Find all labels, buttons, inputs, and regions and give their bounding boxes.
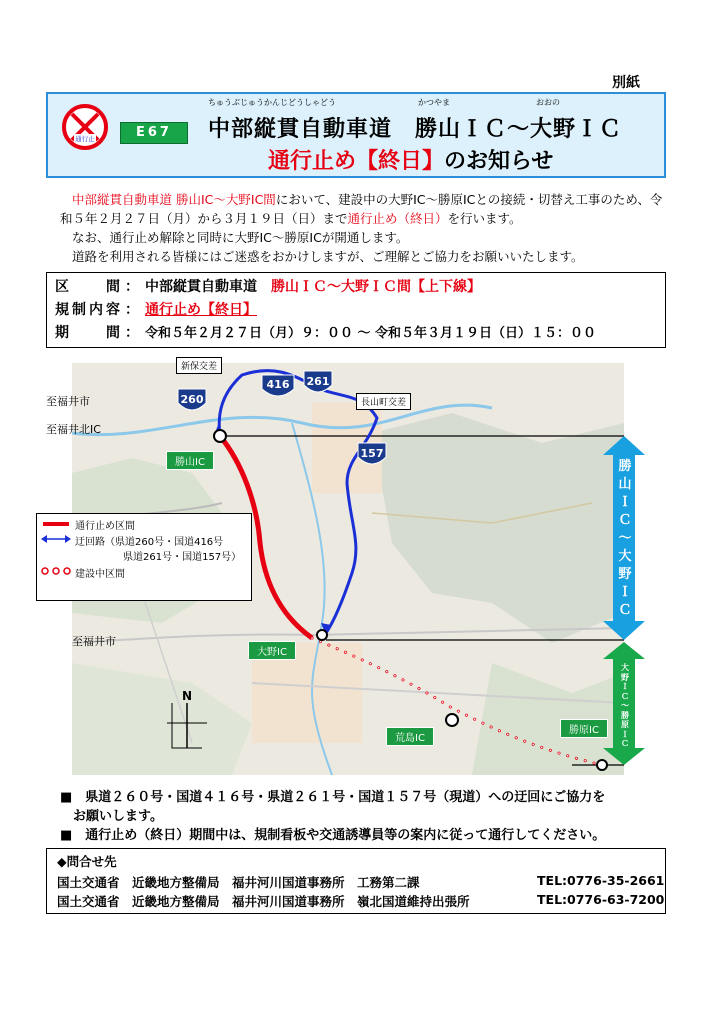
shield-416-text: 416 bbox=[266, 378, 290, 391]
colon: ： bbox=[125, 325, 139, 341]
intro-text1: において、建設中の大野IC～勝原ICとの接続・切替え工事のため、令和５年２月２７日（月）から３月１９日（日）まで bbox=[60, 192, 663, 226]
span2-char: 勝 bbox=[621, 710, 629, 720]
intro-red-closure: 通行止め（終日） bbox=[347, 211, 448, 226]
to-fukui-city-label-2: 至福井市 bbox=[72, 635, 116, 648]
route-260-shield-icon bbox=[178, 389, 206, 410]
colon: ： bbox=[125, 302, 139, 318]
ruby-road: ちゅうぶじゅうかんじどうしゃどう bbox=[208, 98, 336, 107]
contact-tel1: TEL:0776-35-2661 bbox=[537, 873, 665, 888]
regulation-label: 規制内容 bbox=[55, 302, 123, 318]
section-label: 区 間 bbox=[55, 279, 123, 295]
span2-char: Ｃ bbox=[621, 691, 629, 701]
notice-bullets bbox=[60, 788, 670, 845]
span1-char: Ｃ bbox=[618, 603, 632, 618]
route-157-shield-icon bbox=[358, 443, 386, 464]
intro-line2: なお、通行止め解除と同時に大野IC～勝原ICが開通します。 bbox=[72, 230, 409, 245]
arashima-ic-label: 荒島IC bbox=[386, 727, 434, 746]
contact-title: ◆問合せ先 bbox=[57, 854, 117, 869]
map-legend bbox=[36, 513, 252, 601]
span2-char: Ｃ bbox=[621, 739, 629, 748]
legend-construction-icon bbox=[41, 566, 73, 576]
page-subtitle bbox=[268, 144, 553, 175]
section-range: 勝山ＩＣ～大野ＩＣ間【上下線】 bbox=[271, 279, 481, 295]
shield-157-text: 157 bbox=[360, 447, 384, 460]
legend-detour-line2: 県道261号・国道157号） bbox=[123, 552, 242, 563]
katsuyama-ono-span-label bbox=[614, 458, 636, 620]
no-entry-sign-icon bbox=[62, 104, 108, 150]
contact-office2: 国土交通省 近畿地方整備局 福井河川国道事務所 嶺北国道維持出張所 bbox=[57, 894, 470, 909]
shield-261-text: 261 bbox=[306, 375, 330, 388]
span1-char: ～ bbox=[618, 531, 632, 546]
subtitle-black: のお知らせ bbox=[444, 149, 554, 174]
legend-construction-label: 建設中区間 bbox=[75, 569, 125, 580]
span2-char: 大 bbox=[621, 663, 629, 672]
shinbo-intersection-label: 新保交差 bbox=[176, 357, 222, 374]
intro-line3: 道路を利用される皆様にはご迷惑をおかけしますが、ご理解とご協力をお願いいたします。 bbox=[72, 249, 584, 264]
contact-line1 bbox=[57, 873, 665, 891]
sign-text: 通行止 bbox=[75, 135, 95, 143]
ono-kadohara-span-label bbox=[614, 663, 636, 749]
span1-char: 野 bbox=[618, 567, 632, 582]
period-label: 期 間 bbox=[55, 325, 123, 341]
bullet-2: ■ 通行止め（終日）期間中は、規制看板や交通誘導員等の案内に従って通行してください。 bbox=[60, 828, 606, 843]
title-header bbox=[46, 92, 666, 178]
span2-char: 野 bbox=[621, 672, 629, 682]
subtitle-red: 通行止め【終日】 bbox=[268, 149, 445, 174]
contact-tel2: TEL:0776-63-7200 bbox=[537, 892, 665, 907]
route-map bbox=[46, 362, 632, 775]
span2-char: Ｉ bbox=[621, 682, 629, 691]
span2-char: Ｉ bbox=[621, 729, 629, 739]
section-row bbox=[55, 276, 481, 298]
period-value: 令和５年２月２７日（月）９：００ ～ 令和５年３月１９日（日）１５：００ bbox=[145, 326, 597, 341]
legend-detour-line1: 迂回路（県道260号・国道416号 bbox=[75, 537, 224, 548]
section-road: 中部縦貫自動車道 bbox=[145, 279, 257, 295]
contact-line2 bbox=[57, 892, 665, 910]
span1-char: 勝 bbox=[618, 459, 632, 474]
ono-ic-label: 大野IC bbox=[248, 641, 296, 660]
ruby-ono: おおの bbox=[536, 98, 560, 107]
period-row bbox=[55, 322, 596, 344]
span2-char: 原 bbox=[621, 720, 629, 729]
appendix-note: 別紙 bbox=[612, 75, 640, 91]
span1-char: 山 bbox=[618, 477, 632, 492]
to-fukui-city-label: 至福井市 bbox=[46, 395, 90, 408]
contact-box bbox=[46, 848, 666, 914]
legend-detour-icon bbox=[41, 534, 71, 544]
legend-closed-swatch bbox=[43, 522, 69, 526]
intro-paragraph bbox=[60, 190, 670, 266]
katsuyama-ic-label: 勝山IC bbox=[166, 451, 214, 470]
ruby-katsuyama: かつやま bbox=[418, 98, 450, 107]
span1-char: Ｃ bbox=[618, 513, 632, 528]
span2-char: ～ bbox=[621, 701, 629, 710]
regulation-info-box bbox=[46, 272, 666, 348]
page-title: 中部縦貫自動車道 勝山ＩＣ～大野ＩＣ bbox=[208, 117, 623, 142]
bullet-1: ■ 県道２６０号・国道４１６号・県道２６１号・国道１５７号（現道）への迂回にご協力を bbox=[60, 790, 606, 805]
intro-red-section: 中部縦貫自動車道 勝山IC～大野IC間 bbox=[72, 192, 276, 207]
route-416-shield-icon bbox=[262, 375, 294, 396]
north-label: N bbox=[182, 689, 193, 703]
regulation-value: 通行止め【終日】 bbox=[145, 302, 257, 318]
span1-char: 大 bbox=[618, 549, 632, 564]
intro-text2: を行います。 bbox=[447, 211, 522, 226]
legend-closed-label: 通行止め区間 bbox=[75, 521, 135, 532]
shield-260-text: 260 bbox=[180, 393, 204, 406]
span1-char: Ｉ bbox=[618, 495, 632, 510]
intro-line1 bbox=[60, 190, 670, 228]
route-261-shield-icon bbox=[304, 371, 332, 392]
kadohara-ic-label: 勝原IC bbox=[560, 719, 608, 738]
regulation-row bbox=[55, 299, 257, 321]
route-code-badge: E67 bbox=[120, 122, 188, 144]
bullet-1-cont: お願いします。 bbox=[60, 809, 163, 824]
colon: ： bbox=[125, 279, 139, 295]
contact-office1: 国土交通省 近畿地方整備局 福井河川国道事務所 工務第二課 bbox=[57, 875, 420, 890]
span1-char: Ｉ bbox=[618, 585, 632, 600]
to-fukui-north-ic-label: 至福井北IC bbox=[46, 423, 101, 436]
nagayama-intersection-label: 長山町交差 bbox=[356, 393, 411, 410]
